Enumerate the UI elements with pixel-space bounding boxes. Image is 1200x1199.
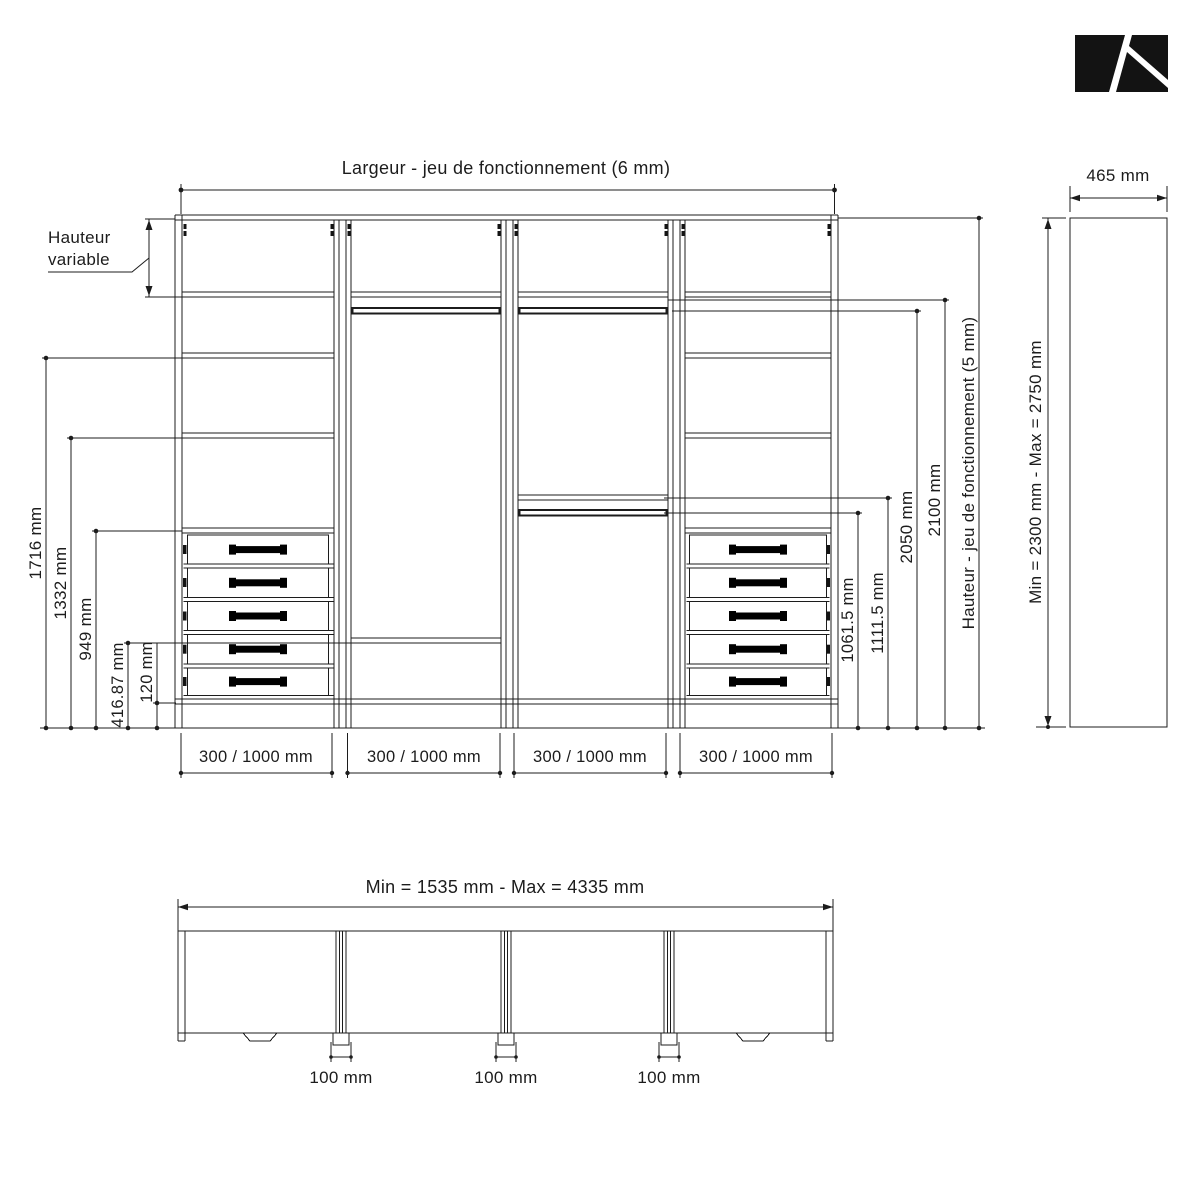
left-dim-1716: 1716 mm (26, 506, 45, 580)
rail-column3-top (520, 308, 667, 314)
column1-shelves (182, 353, 334, 533)
side-depth-label: 465 mm (1086, 166, 1150, 185)
plan-handle-recess-right (736, 1033, 770, 1041)
dim-top-width (179, 158, 837, 214)
dims-column-widths (179, 733, 834, 778)
rail-column3-mid (520, 510, 667, 516)
right-dim-2100: 2100 mm (925, 463, 944, 537)
left-dim-416: 416.87 mm (109, 642, 127, 728)
right-dim-1111: 1111.5 mm (869, 572, 887, 654)
brand-logo (1075, 35, 1168, 92)
column2-shelf (351, 638, 501, 643)
drawer-handles (229, 545, 787, 687)
left-dim-120: 120 mm (138, 641, 156, 703)
hauteur-variable-line1: Hauteur (48, 228, 111, 247)
dims-right (664, 216, 985, 731)
plan-partitions (336, 931, 674, 1033)
side-panel-outline (1070, 218, 1167, 727)
plan-width-label: Min = 1535 mm - Max = 4335 mm (365, 877, 645, 897)
plan-gap-label-2: 100 mm (474, 1068, 538, 1087)
logo-left-bar (1075, 35, 1125, 92)
plan-foot-2 (498, 1033, 514, 1045)
plan-width-dim-lines (178, 899, 833, 931)
column4-shelves (685, 353, 831, 533)
plan-view (178, 877, 833, 1087)
column3-width-label: 300 / 1000 mm (533, 748, 647, 766)
plan-foot-3 (661, 1033, 677, 1045)
side-view (1026, 166, 1167, 729)
dims-left (26, 356, 351, 731)
plan-gap-label-1: 100 mm (309, 1068, 373, 1087)
top-width-label: Largeur - jeu de fonctionnement (6 mm) (341, 158, 671, 178)
hauteur-variable-line2: variable (48, 250, 110, 269)
left-dim-949: 949 mm (76, 597, 95, 661)
rail-column2-top (353, 308, 500, 314)
column2-width-label: 300 / 1000 mm (367, 748, 481, 766)
right-height-label: Hauteur - jeu de fonctionnement (5 mm) (959, 316, 978, 630)
column4-width-label: 300 / 1000 mm (699, 748, 813, 766)
column1-width-label: 300 / 1000 mm (199, 748, 313, 766)
left-dim-1332: 1332 mm (51, 546, 70, 620)
side-height-label: Min = 2300 mm - Max = 2750 mm (1026, 340, 1045, 604)
column3-shelf (518, 495, 668, 500)
plan-outline (178, 931, 833, 1041)
plan-gap-label-3: 100 mm (637, 1068, 701, 1087)
dim-hauteur-variable (48, 219, 182, 297)
right-dim-2050: 2050 mm (897, 490, 916, 564)
right-dim-1061: 1061.5 mm (839, 577, 857, 663)
clothes-rails (353, 308, 667, 516)
plan-foot-1 (333, 1033, 349, 1045)
panel-top-cam-marks (184, 224, 831, 236)
plan-handle-recess-left (243, 1033, 277, 1041)
